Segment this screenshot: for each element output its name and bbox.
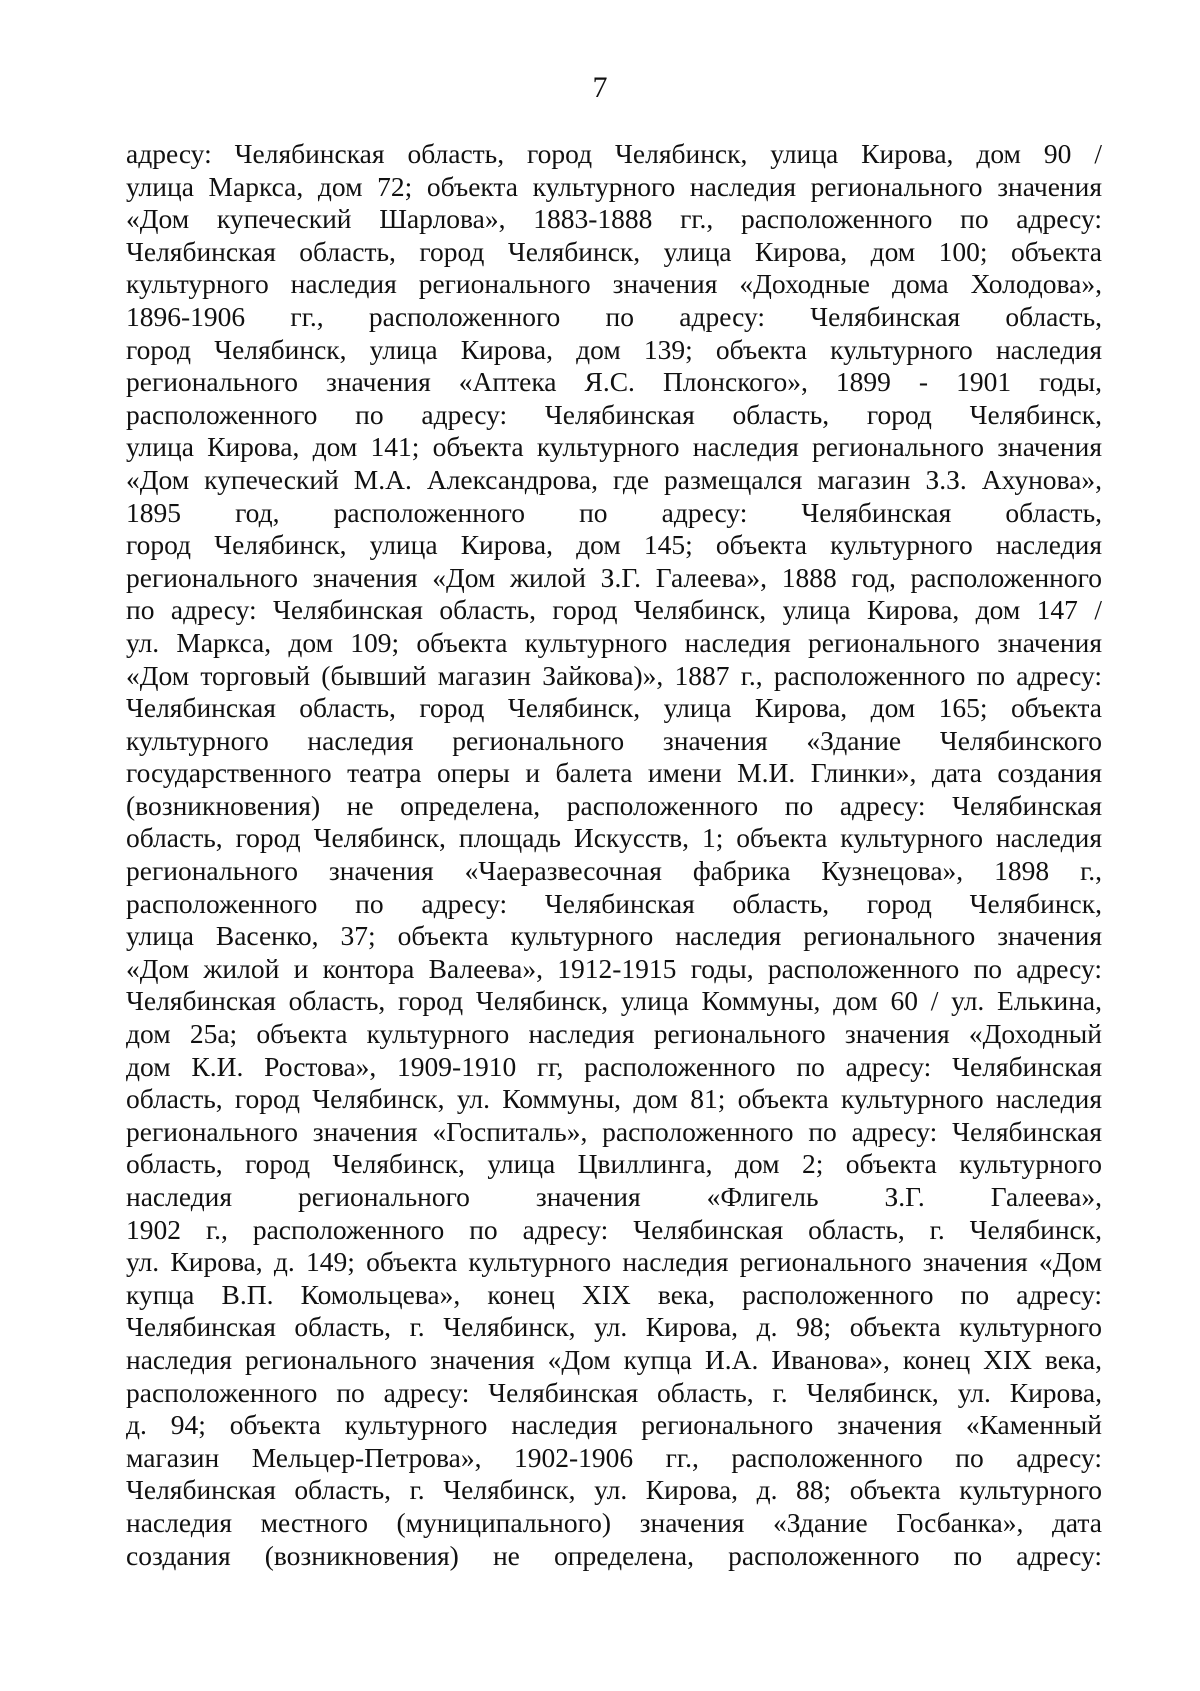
text-line: дом К.И. Ростова», 1909-1910 гг, расположенного по адресу: Челябинская — [126, 1050, 1102, 1082]
text-line: культурного наследия регионального значения «Здание Челябинского — [126, 724, 1102, 756]
text-line: город Челябинск, улица Кирова, дом 145; объекта культурного наследия — [126, 529, 1102, 561]
text-line: Челябинская область, город Челябинск, улица Кирова, дом 165; объекта — [126, 692, 1102, 724]
text-line: «Дом жилой и контора Валеева», 1912-1915 годы, расположенного по адресу: — [126, 952, 1102, 984]
text-line: «Дом купеческий Шарлова», 1883-1888 гг., расположенного по адресу: — [126, 203, 1102, 235]
text-line: расположенного по адресу: Челябинская область, г. Челябинск, ул. Кирова, — [126, 1376, 1102, 1408]
text-line: купца В.П. Комольцева», конец XIX века, расположенного по адресу: — [126, 1278, 1102, 1310]
text-line: 1902 г., расположенного по адресу: Челябинская область, г. Челябинск, — [126, 1213, 1102, 1245]
text-line: регионального значения «Чаеразвесочная фабрика Кузнецова», 1898 г., — [126, 855, 1102, 887]
text-line: дом 25а; объекта культурного наследия регионального значения «Доходный — [126, 1018, 1102, 1050]
text-line: наследия регионального значения «Дом купца И.А. Иванова», конец XIX века, — [126, 1343, 1102, 1375]
text-line: расположенного по адресу: Челябинская область, город Челябинск, — [126, 887, 1102, 919]
text-line: магазин Мельцер-Петрова», 1902-1906 гг., расположенного по адресу: — [126, 1441, 1102, 1473]
text-line: Челябинская область, город Челябинск, улица Коммуны, дом 60 / ул. Елькина, — [126, 985, 1102, 1017]
text-line: расположенного по адресу: Челябинская область, город Челябинск, — [126, 398, 1102, 430]
text-line: улица Кирова, дом 141; объекта культурного наследия регионального значения — [126, 431, 1102, 463]
text-line: д. 94; объекта культурного наследия регионального значения «Каменный — [126, 1409, 1102, 1441]
text-line: улица Васенко, 37; объекта культурного наследия регионального значения — [126, 920, 1102, 952]
text-line: (возникновения) не определена, расположенного по адресу: Челябинская — [126, 789, 1102, 821]
text-line: 1896-1906 гг., расположенного по адресу: Челябинская область, — [126, 300, 1102, 332]
text-line: регионального значения «Аптека Я.С. Плонского», 1899 - 1901 годы, — [126, 366, 1102, 398]
text-line: создания (возникновения) не определена, расположенного по адресу: — [126, 1539, 1102, 1571]
text-line: 1895 год, расположенного по адресу: Челябинская область, — [126, 496, 1102, 528]
text-line: по адресу: Челябинская область, город Челябинск, улица Кирова, дом 147 / — [126, 594, 1102, 626]
text-line: улица Маркса, дом 72; объекта культурного наследия регионального значения — [126, 170, 1102, 202]
text-line: «Дом купеческий М.А. Александрова, где размещался магазин З.З. Ахунова», — [126, 463, 1102, 495]
text-line: наследия местного (муниципального) значения «Здание Госбанка», дата — [126, 1506, 1102, 1538]
text-line: Челябинская область, город Челябинск, улица Кирова, дом 100; объекта — [126, 235, 1102, 267]
text-line: ул. Маркса, дом 109; объекта культурного наследия регионального значения — [126, 626, 1102, 658]
text-line: регионального значения «Госпиталь», расположенного по адресу: Челябинская — [126, 1115, 1102, 1147]
text-line: государственного театра оперы и балета имени М.И. Глинки», дата создания — [126, 757, 1102, 789]
text-line: Челябинская область, г. Челябинск, ул. Кирова, д. 98; объекта культурного — [126, 1311, 1102, 1343]
text-line: область, город Челябинск, ул. Коммуны, дом 81; объекта культурного наследия — [126, 1083, 1102, 1115]
text-line: город Челябинск, улица Кирова, дом 139; объекта культурного наследия — [126, 333, 1102, 365]
text-line: ул. Кирова, д. 149; объекта культурного наследия регионального значения «Дом — [126, 1246, 1102, 1278]
text-line: культурного наследия регионального значения «Доходные дома Холодова», — [126, 268, 1102, 300]
text-line: область, город Челябинск, улица Цвиллинга, дом 2; объекта культурного — [126, 1148, 1102, 1180]
text-line: область, город Челябинск, площадь Искусств, 1; объекта культурного наследия — [126, 822, 1102, 854]
body-text — [126, 138, 1102, 1572]
text-line: регионального значения «Дом жилой З.Г. Галеева», 1888 год, расположенного — [126, 561, 1102, 593]
page-number: 7 — [592, 71, 608, 104]
text-line: наследия регионального значения «Флигель З.Г. Галеева», — [126, 1181, 1102, 1212]
text-line: «Дом торговый (бывший магазин Зайкова)», 1887 г., расположенного по адресу: — [126, 659, 1102, 691]
text-line: адресу: Челябинская область, город Челябинск, улица Кирова, дом 90 / — [126, 138, 1102, 169]
text-line: Челябинская область, г. Челябинск, ул. Кирова, д. 88; объекта культурного — [126, 1474, 1102, 1506]
